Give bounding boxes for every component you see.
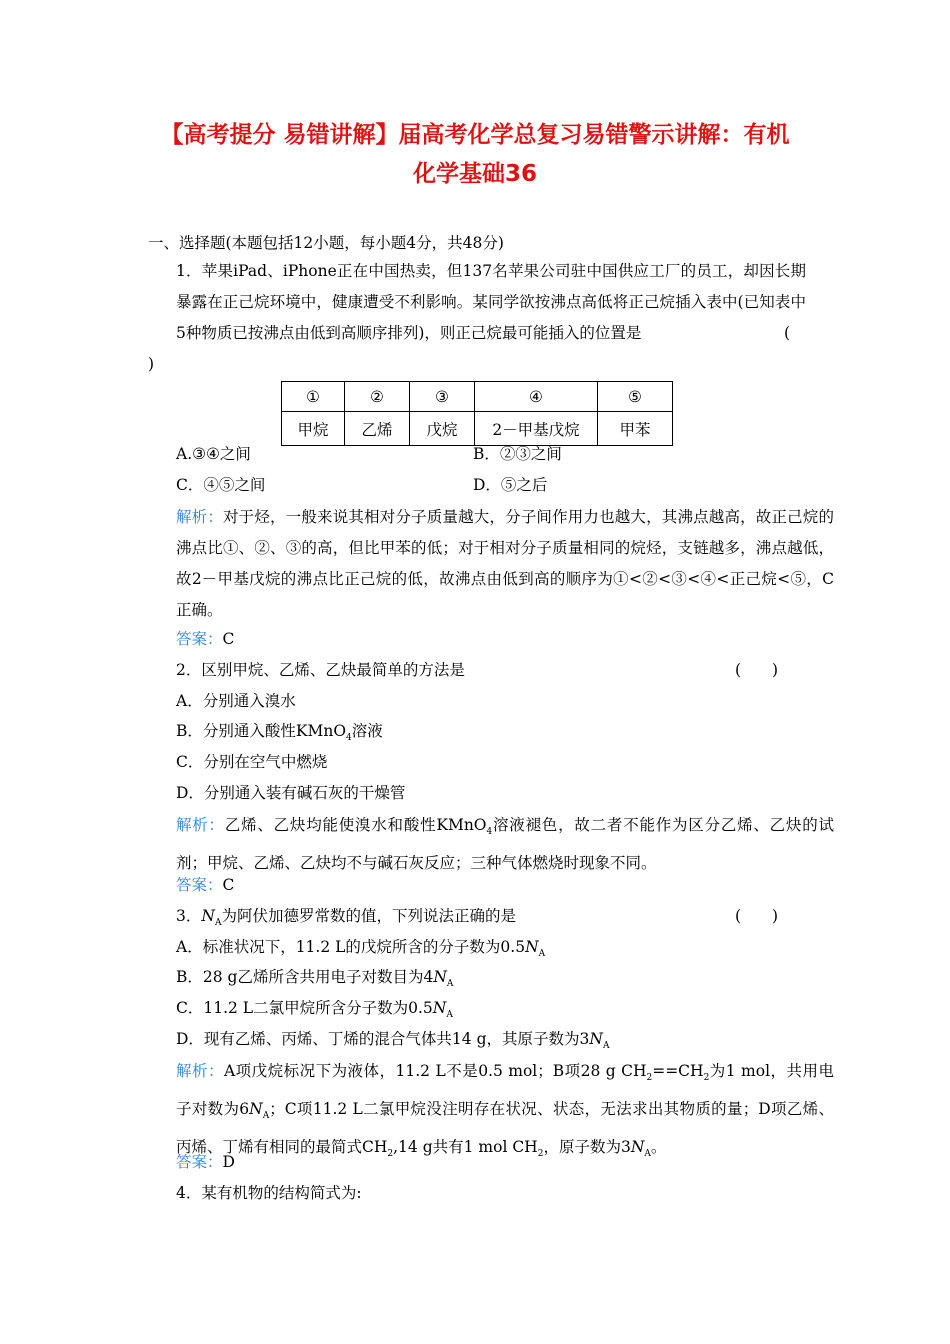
- avogadro-symbol: N: [589, 1030, 603, 1048]
- question-2-option-d: D．分别通入装有碱石灰的干燥管: [176, 784, 406, 802]
- analysis-text: ,14 g共有1 mol CH: [393, 1138, 538, 1157]
- stem-text: 为阿伏加德罗常数的值，下列说法正确的是: [221, 907, 516, 925]
- question-3-analysis: [148, 1056, 834, 1170]
- analysis-text: 为1 mol，共用电子对数为6: [176, 1062, 834, 1119]
- question-3-option-c: [176, 998, 453, 1025]
- question-1-answer-paren-close: ): [148, 355, 155, 373]
- question-2-option-c: C．分别在空气中燃烧: [176, 753, 328, 771]
- question-3-stem: [176, 906, 516, 933]
- analysis-text: ，原子数为3: [543, 1138, 631, 1157]
- table-header-row: [282, 382, 673, 412]
- table-value-row: [282, 412, 673, 446]
- table-cell: 2－甲基戊烷: [475, 412, 598, 446]
- subscript: 4: [486, 827, 493, 838]
- subscript: A: [214, 918, 222, 929]
- table-cell: ②: [345, 382, 410, 412]
- avogadro-symbol: N: [433, 968, 447, 986]
- question-1-option-b: B．②③之间: [473, 445, 562, 463]
- question-1-stem: 1．苹果iPad、iPhone正在中国热卖，但137名苹果公司驻中国供应工厂的员工，却因长期暴露在正己烷环境中，健康遭受不利影响。某同学欲按沸点高低将正己烷插入表中(已知表中5种物质已按沸点由低到高顺序排列)，则正己烷最可能插入的位置是: [176, 262, 806, 342]
- question-3-answer-paren: ( ): [735, 907, 779, 925]
- analysis-label: 解析：: [176, 1062, 224, 1080]
- answer-value: C: [222, 630, 235, 648]
- question-2-stem: 2．区别甲烷、乙烯、乙炔最简单的方法是: [176, 661, 465, 679]
- analysis-text: 溶液褪色，故二者不能作为区分乙烯、乙炔的试剂；甲烷、乙烯、乙炔均不与碱石灰反应；三种气体燃烧时现象不同。: [176, 816, 834, 873]
- question-4-stem: 4．某有机物的结构简式为:: [176, 1184, 362, 1202]
- question-3-option-a: [176, 937, 545, 964]
- analysis-label: 解析：: [176, 816, 225, 834]
- option-text: A．标准状况下，11.2 L的戊烷所含的分子数为0.5: [176, 938, 526, 956]
- table-cell: ③: [410, 382, 475, 412]
- question-2-answer-paren: ( ): [735, 661, 779, 679]
- question-1-option-a: A.③④之间: [176, 445, 251, 463]
- question-3-option-b: [176, 967, 453, 994]
- analysis-text: A项戊烷标况下为液体，11.2 L不是0.5 mol；B项28 g CH: [223, 1062, 647, 1080]
- question-2-answer: [176, 875, 234, 895]
- question-number: 3．: [176, 907, 202, 925]
- question-3-answer: [176, 1152, 235, 1172]
- answer-label: 答案：: [176, 1153, 223, 1171]
- subscript: A: [644, 1149, 651, 1160]
- question-1-answer: [176, 629, 234, 649]
- question-2-option-b: [176, 721, 383, 748]
- analysis-text: ；C项11.2 L二氯甲烷没注明存在状况、状态，无法求出其物质的量；D项乙烯、丙烯、丁烯有相同的最简式CH: [176, 1100, 834, 1157]
- subscript: A: [446, 979, 454, 990]
- subscript: A: [538, 949, 546, 960]
- table-cell: 甲烷: [282, 412, 345, 446]
- boiling-point-table: [281, 381, 673, 446]
- option-text: B．分别通入酸性KMnO: [176, 722, 347, 740]
- table-cell: ④: [475, 382, 598, 412]
- question-1-answer-paren-open: (: [784, 324, 791, 342]
- avogadro-symbol: N: [249, 1100, 263, 1119]
- answer-label: 答案：: [176, 876, 223, 894]
- question-1-option-c: C．④⑤之间: [176, 476, 266, 494]
- answer-label: 答案：: [176, 630, 223, 648]
- subscript: 2: [387, 1149, 394, 1160]
- section-heading: 一、选择题(本题包括12小题，每小题4分，共48分): [148, 234, 504, 252]
- option-text: C．11.2 L二氯甲烷所含分子数为0.5: [176, 999, 433, 1017]
- subscript: 2: [537, 1149, 544, 1160]
- avogadro-symbol: N: [525, 938, 539, 956]
- subscript: A: [602, 1041, 610, 1052]
- table-cell: 甲苯: [598, 412, 673, 446]
- document-title-line2: 化学基础36: [412, 161, 537, 187]
- analysis-label: 解析：: [176, 508, 224, 526]
- subscript: A: [446, 1010, 453, 1021]
- question-1-analysis: [148, 502, 834, 626]
- analysis-text: ==CH: [652, 1062, 704, 1080]
- table-cell: 乙烯: [345, 412, 410, 446]
- table-cell: ①: [282, 382, 345, 412]
- analysis-text: 。: [650, 1138, 667, 1157]
- subscript: A: [262, 1111, 270, 1122]
- option-text: D．现有乙烯、丙烯、丁烯的混合气体共14 g，其原子数为3: [176, 1030, 590, 1048]
- analysis-text: 乙烯、乙炔均能使溴水和酸性KMnO: [224, 816, 487, 834]
- answer-value: D: [222, 1153, 235, 1171]
- avogadro-symbol: N: [432, 999, 447, 1017]
- question-2-option-a: A．分别通入溴水: [176, 692, 296, 710]
- subscript: 2: [646, 1073, 653, 1084]
- answer-value: C: [222, 876, 235, 894]
- question-2-analysis: [148, 810, 834, 879]
- question-1-option-d: D．⑤之后: [473, 476, 548, 494]
- question-3-option-d: [176, 1029, 609, 1056]
- analysis-text: 对于烃，一般来说其相对分子质量越大，分子间作用力也越大，其沸点越高，故正己烷的沸点比①、②、③的高，但比甲苯的低；对于相对分子质量相同的烷烃，支链越多，沸点越低，故2－甲基戊烷的沸点比正己烷的低，故沸点由低到高的顺序为①<②<③<④<正己烷<⑤，C正确。: [176, 508, 834, 619]
- avogadro-symbol: N: [630, 1138, 645, 1157]
- option-text: 溶液: [351, 722, 383, 740]
- avogadro-symbol: N: [201, 907, 215, 925]
- table-cell: 戊烷: [410, 412, 475, 446]
- document-title-line1: 【高考提分 易错讲解】届高考化学总复习易错警示讲解：有机: [160, 122, 790, 148]
- table-cell: ⑤: [598, 382, 673, 412]
- subscript: 4: [346, 733, 352, 744]
- subscript: 2: [703, 1073, 710, 1084]
- option-text: B．28 g乙烯所含共用电子对数目为4: [176, 968, 434, 986]
